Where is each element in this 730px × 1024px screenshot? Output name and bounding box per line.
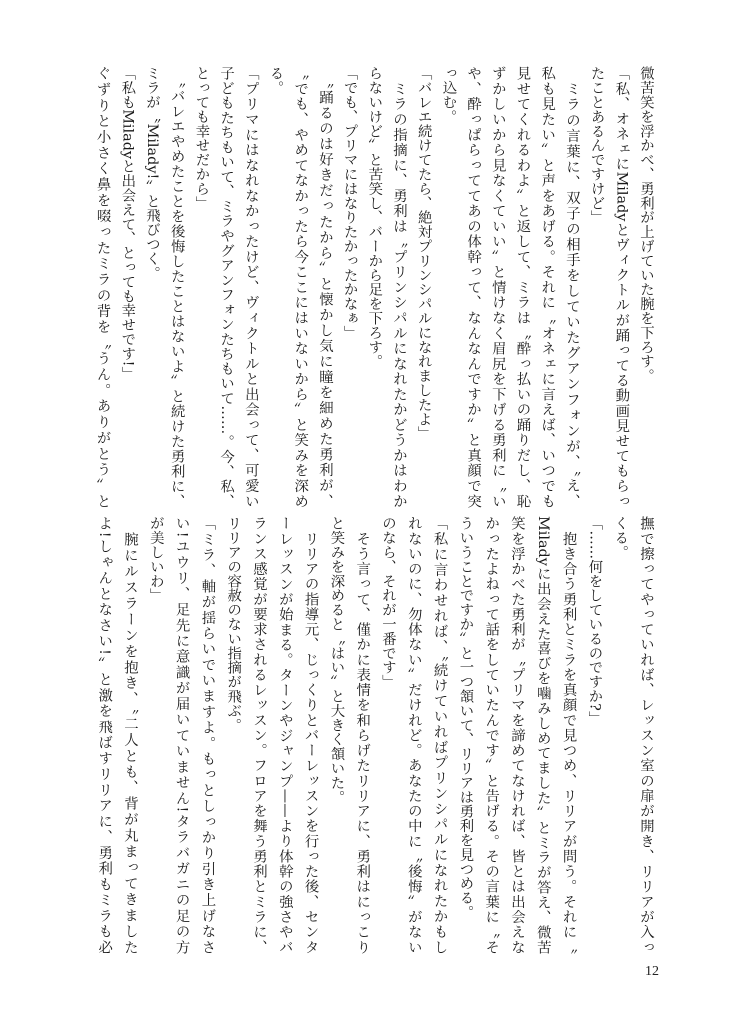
text-line: らないけど〟と苦笑し、バーから足を下ろす。 — [366, 66, 383, 369]
text-line: かったよねって話をしていたんです〟と告げる。その言葉に〝そ — [483, 516, 500, 954]
text-line: 腕にルスラーンを抱き、〝二人とも、背が丸まってきました — [122, 516, 138, 954]
text-line: 「私もMiladyと出会えて、とっても幸せです!」 — [119, 66, 136, 381]
text-line: よ!しゃんとなさい!〟と激を飛ばすリリアに、勇利もミラも必 — [96, 516, 113, 954]
text-line: ミラが〝Milady!〟と飛びつく。 — [144, 66, 160, 281]
text-line: 抱き合う勇利とミラを真顔で見つめ、リリアが問う。それに〝 — [560, 516, 577, 954]
text-line: 笑を浮かべた勇利が〝プリマを諦めてなければ、皆とは出会えな — [509, 516, 525, 954]
text-line: っ込む。 — [440, 66, 457, 124]
text-line: ういうことですか〟と一つ頷いて、リリアは勇利を見つめる。 — [457, 516, 474, 920]
text-line: い!ユウリ、足先に意識が届いていません!タラバガニの足の方 — [173, 516, 190, 954]
text-line: ずかしいから見なくていい〟と情けなく眉尻を下げる勇利に〝い — [489, 66, 506, 508]
lower-text-block — [60, 516, 670, 954]
text-line: のなら、それが一番です」 — [380, 516, 396, 689]
text-line: 「バレエ続けてたら、絶対プリンシパルになれましたよ」 — [415, 66, 432, 441]
text-line: が美しいわ」 — [147, 516, 164, 603]
text-line: ミラの指摘に、勇利は〝プリンシパルになれたかどうかはわか — [391, 66, 407, 508]
page-number: 12 — [645, 964, 659, 979]
text-line: ミラの言葉に、双子の相手をしていたグアンフォンが、〝え、 — [563, 66, 580, 508]
text-line: 「私に言わせれば、〝続けていればプリンシパルになれたかもし — [431, 516, 448, 954]
text-line: 「でも、プリマにはなりたかったかなぁ」 — [341, 66, 358, 340]
text-line: くる。 — [612, 516, 629, 560]
text-line: とっても幸せだから」 — [193, 66, 210, 210]
text-line: リリアの指導元、じっくりとバーレッスンを行った後、センタ — [302, 516, 319, 954]
text-line: 見せてくれるわよ〟と返して、ミラは〝酔っ払いの踊りだし、恥 — [514, 66, 531, 508]
text-line: る。 — [267, 66, 284, 95]
text-line: 「私、オネェにMiladyとヴィクトルが踊ってる動画見せてもらっ — [613, 66, 630, 508]
text-line: 子どもたちもいて、ミラやグアンフォンたちもいて……。今、私、 — [218, 66, 235, 508]
text-line: ぐずりと小さく鼻を啜ったミラの背を〝うん。ありがとう〟と — [94, 66, 111, 508]
text-line: や、酔っぱらっててあの体幹って、なんなんですか〟と真顔で突 — [465, 66, 482, 508]
text-line: 微苦笑を浮かべ、勇利が上げていた腕を下ろす。 — [638, 66, 654, 383]
upper-text-block — [60, 66, 670, 508]
text-line: Miladyに出会えた喜びを噛みしめてました〟とミラが答え、微苦 — [534, 516, 551, 954]
text-line: ーレッスンが始まる。ターンやジャンプ——より体幹の強さやバ — [276, 516, 293, 954]
text-line: と笑みを深めると〝はい〟と大きく頷いた。 — [328, 516, 345, 804]
text-line: リリアの容赦のない指摘が飛ぶ。 — [225, 516, 242, 732]
text-line: たことあるんですけど」 — [588, 66, 605, 225]
text-line: 「ミラ、軸が揺らいでいますよ。もっとしっかり引き上げなさ — [199, 516, 216, 954]
text-line: ランス感覚が要求されるレッスン。フロアを舞う勇利とミラに、 — [251, 516, 267, 954]
text-line: 「プリマにはなれなかったけど、ヴィクトルと出会って、可愛い — [242, 66, 259, 508]
text-line: そう言って、僅かに表情を和らげたリリアに、勇利はにっこり — [354, 516, 371, 954]
text-line: 撫で擦ってやっていれば、レッスン室の扉が開き、リリアが入っ — [638, 516, 654, 954]
text-line: れないのに、勿体ない〟だけれど。あなたの中に〝後悔〟がない — [405, 516, 422, 954]
text-line: 〝踊るのは好きだったから〟と懐かし気に瞳を細めた勇利が、 — [316, 66, 333, 508]
text-line: 〝バレエやめたことを後悔したことはないよ〟と続けた勇利に、 — [168, 66, 185, 508]
text-line: 〝でも、やめてなかったら今ここにはいないから〟と笑みを深め — [292, 66, 309, 508]
text-line: 私も見たい〟と声をあげる。それに〝オネェに言えば、いつでも — [539, 66, 556, 508]
text-line: 「……何をしているのですか?」 — [586, 516, 603, 726]
